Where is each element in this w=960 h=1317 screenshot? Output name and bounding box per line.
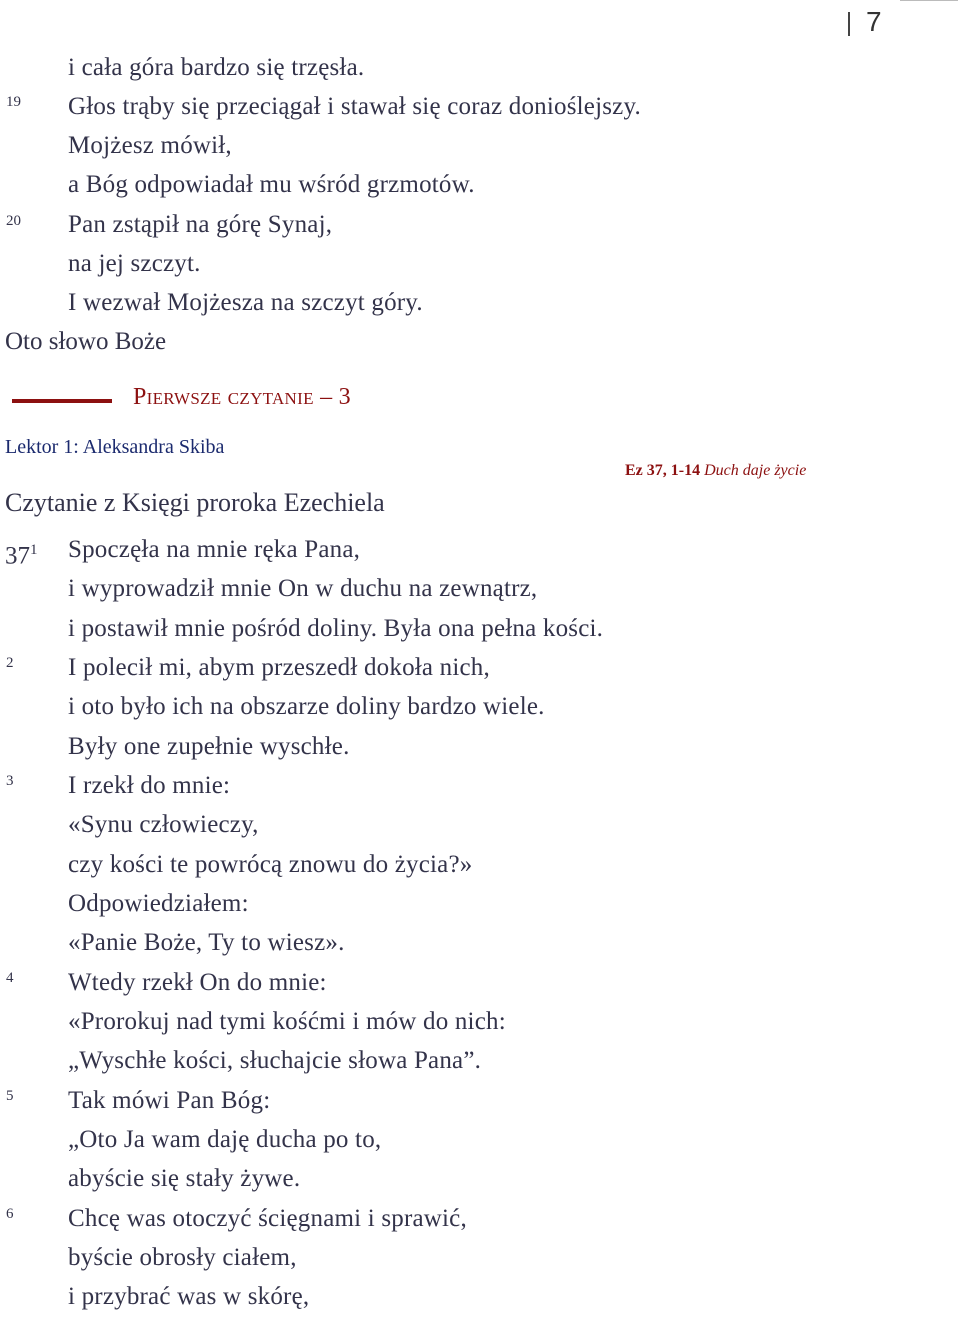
- reference-citation: Ez 37, 1-14: [625, 462, 701, 479]
- lector-name: Lektor 1: Aleksandra Skiba: [5, 436, 225, 458]
- text-line: byście obrosły ciałem,: [68, 1244, 297, 1271]
- text-line: Tak mówi Pan Bóg:: [68, 1087, 271, 1114]
- text-line: na jej szczyt.: [68, 250, 201, 277]
- verse-number: 6: [6, 1206, 14, 1222]
- verse-number: 5: [6, 1088, 14, 1104]
- verse-number: 3: [6, 773, 14, 789]
- page-top-rule: [900, 0, 958, 1]
- verse-number: 2: [6, 655, 14, 671]
- verse-number: 4: [6, 970, 14, 986]
- section-title: Pierwsze czytanie – 3: [133, 384, 351, 410]
- text-line: Były one zupełnie wyschłe.: [68, 733, 350, 760]
- text-line: «Prorokuj nad tymi kośćmi i mów do nich:: [68, 1008, 506, 1035]
- page-number: 7: [866, 6, 882, 37]
- text-line: Chcę was otoczyć ścięgnami i sprawić,: [68, 1205, 467, 1232]
- text-line: Głos trąby się przeciągał i stawał się coraz donioślejszy.: [68, 93, 641, 120]
- text-line: Spoczęła na mnie ręka Pana,: [68, 536, 361, 563]
- section-rule: [12, 399, 112, 403]
- text-line: I rzekł do mnie:: [68, 772, 231, 799]
- text-line: i postawił mnie pośród doliny. Była ona pełna kości.: [68, 615, 604, 642]
- text-line: „Oto Ja wam daję ducha po to,: [68, 1126, 382, 1153]
- text-line: i oto było ich na obszarze doliny bardzo wiele.: [68, 693, 545, 720]
- closing-acclamation: Oto słowo Boże: [5, 328, 167, 355]
- text-line: abyście się stały żywe.: [68, 1165, 301, 1192]
- verse-number: 1: [30, 542, 38, 558]
- text-line: a Bóg odpowiadał mu wśród grzmotów.: [68, 171, 475, 198]
- reference-title: Duch daje życie: [704, 462, 807, 479]
- verse-number: 19: [6, 94, 21, 110]
- book-title: Czytanie z Księgi proroka Ezechiela: [5, 488, 385, 517]
- scripture-reference: [625, 462, 806, 480]
- text-line: i wyprowadził mnie On w duchu na zewnątrz,: [68, 575, 538, 602]
- verse-number: 20: [6, 213, 21, 229]
- text-line: „Wyschłe kości, słuchajcie słowa Pana”.: [68, 1047, 482, 1074]
- text-line: Mojżesz mówił,: [68, 132, 232, 159]
- text-line: i przybrać was w skórę,: [68, 1283, 310, 1310]
- text-line: i cała góra bardzo się trzęsła.: [68, 54, 365, 81]
- chapter-number: 37: [5, 542, 30, 570]
- chapter-verse-marker: [5, 534, 38, 572]
- text-line: Wtedy rzekł On do mnie:: [68, 969, 327, 996]
- text-line: «Panie Boże, Ty to wiesz».: [68, 929, 345, 956]
- text-line: Odpowiedziałem:: [68, 890, 249, 917]
- text-line: Pan zstąpił na górę Synaj,: [68, 211, 333, 238]
- text-line: «Synu człowieczy,: [68, 811, 259, 838]
- text-line: I wezwał Mojżesza na szczyt góry.: [68, 289, 423, 316]
- text-line: czy kości te powrócą znowu do życia?»: [68, 851, 473, 878]
- text-line: I polecił mi, abym przeszedł dokoła nich,: [68, 654, 490, 681]
